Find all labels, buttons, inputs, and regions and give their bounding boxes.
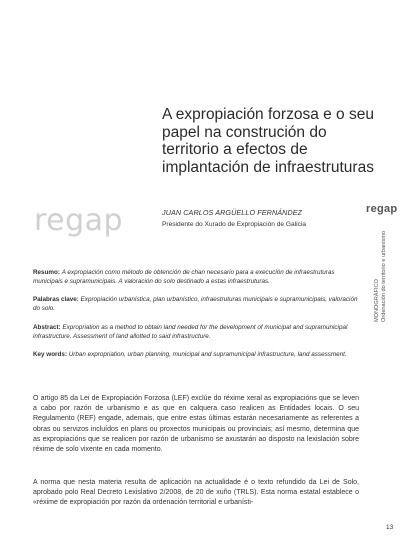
body-paragraph-2: A norma que nesta materia resulta de aplicación na actualidade é o texto refundido da Lei de Solo, aprobado polo Real Decreto Lexislativo 2/2008, de 20 de xuño (TRLS). Esta norma estatal establece o «réxime de expropiación por razón da ordenación territorial e urbanísti- [33, 479, 359, 507]
abstract-paragraph [33, 323, 359, 341]
regap-logo: regap [34, 203, 124, 238]
article-title: A expropiación forzosa e o seu papel na construción do territorio a efectos de implantación de infraestruturas [162, 106, 374, 176]
side-section-title: MONOGRÁFICO [374, 279, 380, 322]
side-section-topic: Ordenación do territorio e urbanismo [381, 230, 387, 322]
author-affiliation: Presidente do Xurado de Expropiación de Galicia [162, 221, 307, 228]
side-section-label [374, 222, 387, 322]
side-journal-brand: regap [366, 203, 398, 215]
keywords-label: Key words: [33, 351, 67, 358]
palabras-clave-label: Palabras clave: [33, 296, 79, 303]
keywords-text: Urban expropriation, urban planning, municipal and supramunicipal infrastructure, land assessment. [68, 351, 347, 358]
abstract-label: Abstract: [33, 324, 61, 331]
resumo-paragraph [33, 268, 359, 286]
body-paragraph-1: O artigo 85 da Lei de Expropiación Forzosa (LEF) exclúe do réxime xeral as expropiacións que se leven a cabo por razón de urbanismo e as que en calquera caso realicen as Entidades locais. O seu Regulamento (REF) engade, ademais, que entre estas últimas estarán necesariamente as referentes a obras ou servizos incluídos en plans ou proxectos municipais ou provinciais; así mesmo, determina que as expropiacións que se realicen por razón de urbanismo se axustarán ao disposto na lexislación sobre réxime de solo vixente en cada momento. [33, 395, 359, 454]
page-number: 13 [386, 524, 394, 531]
abstract-text: Expropriation as a method to obtain land needed for the development of municipal and supramunicipal infrastructure. Assessment of land allotted to said infrastructure. [33, 324, 348, 340]
palabras-clave-text: Expropiación urbanística, plan urbanístico, infraestruturas municipais e supramunicipais, valoración do solo. [33, 296, 358, 312]
keywords-paragraph [33, 350, 359, 359]
author-name: JUAN CARLOS ARGÜELLO FERNÁNDEZ [162, 208, 303, 217]
resumo-text: A expropiación como método de obtención de chan necesario para a execución de infraestruturas municipais e supramunicipais. A valoración do solo destinado a estas infraestruturas. [33, 269, 335, 285]
resumo-label: Resumo: [33, 269, 60, 276]
palabras-clave-paragraph [33, 295, 359, 313]
